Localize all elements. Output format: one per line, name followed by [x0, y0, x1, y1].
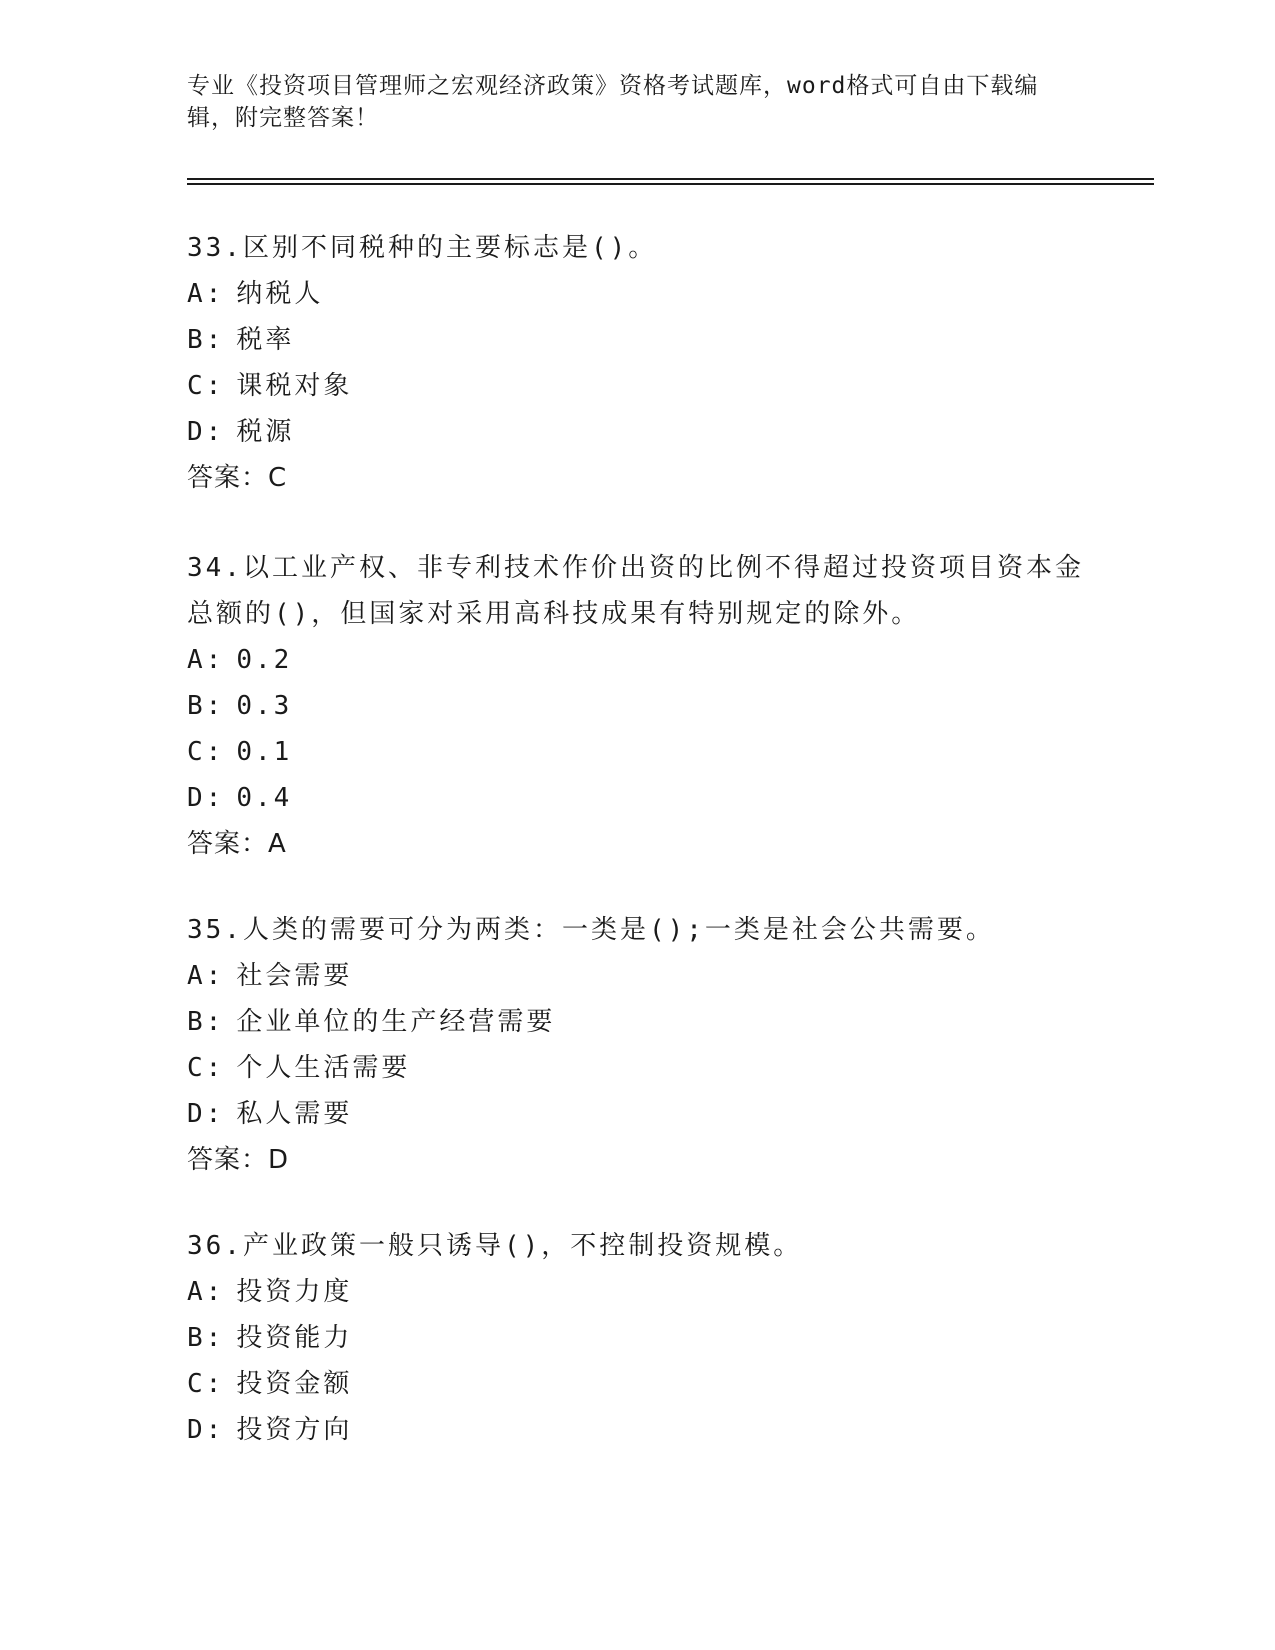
option-text: 企业单位的生产经营需要 — [236, 1007, 556, 1037]
header-line-1: 专业《投资项目管理师之宏观经济政策》资格考试题库，word格式可自由下载编 — [187, 73, 1039, 99]
question-35 — [187, 907, 1087, 1183]
option-a — [187, 1269, 1087, 1315]
option-letter: A: — [187, 1277, 225, 1307]
option-text: 个人生活需要 — [236, 1053, 411, 1083]
option-text: 税率 — [236, 325, 295, 355]
option-text: 投资力度 — [236, 1277, 353, 1307]
header-divider-bottom — [187, 183, 1154, 185]
option-letter: B: — [187, 691, 225, 721]
option-letter: A: — [187, 645, 225, 675]
option-c — [187, 1045, 1087, 1091]
option-letter: B: — [187, 325, 225, 355]
option-d — [187, 409, 1087, 455]
option-letter: B: — [187, 1007, 225, 1037]
question-stem: 33.区别不同税种的主要标志是()。 — [187, 233, 658, 263]
question-stem: 35.人类的需要可分为两类：一类是();一类是社会公共需要。 — [187, 915, 995, 945]
option-letter: C: — [187, 1369, 225, 1399]
option-letter: A: — [187, 279, 225, 309]
option-a — [187, 953, 1087, 999]
question-stem-line-2: 总额的()，但国家对采用高科技成果有特别规定的除外。 — [187, 599, 921, 629]
header-line-2: 辑，附完整答案！ — [187, 105, 379, 131]
header-divider-top — [187, 178, 1154, 180]
option-text: 0.1 — [236, 737, 293, 767]
option-text: 0.4 — [236, 783, 293, 813]
option-b — [187, 317, 1087, 363]
option-text: 投资方向 — [236, 1415, 353, 1445]
question-stem: 36.产业政策一般只诱导()，不控制投资规模。 — [187, 1231, 803, 1261]
document-header — [187, 70, 1087, 134]
option-c — [187, 1361, 1087, 1407]
option-d — [187, 775, 1087, 821]
question-36 — [187, 1223, 1087, 1453]
option-letter: D: — [187, 1415, 225, 1445]
question-stem-line-1: 34.以工业产权、非专利技术作价出资的比例不得超过投资项目资本金 — [187, 553, 1084, 583]
option-b — [187, 999, 1087, 1045]
question-34 — [187, 545, 1087, 867]
option-d — [187, 1407, 1087, 1453]
option-text: 社会需要 — [236, 961, 353, 991]
option-letter: D: — [187, 1099, 225, 1129]
option-letter: C: — [187, 737, 225, 767]
option-text: 0.2 — [236, 645, 293, 675]
option-a — [187, 271, 1087, 317]
option-letter: C: — [187, 371, 225, 401]
answer-line: 答案：D — [187, 1145, 290, 1175]
option-letter: A: — [187, 961, 225, 991]
option-c — [187, 363, 1087, 409]
option-text: 课税对象 — [236, 371, 353, 401]
option-text: 税源 — [236, 417, 295, 447]
option-letter: D: — [187, 417, 225, 447]
option-letter: B: — [187, 1323, 225, 1353]
option-text: 纳税人 — [236, 279, 324, 309]
option-b — [187, 683, 1087, 729]
option-text: 私人需要 — [236, 1099, 353, 1129]
option-letter: C: — [187, 1053, 225, 1083]
option-letter: D: — [187, 783, 225, 813]
option-text: 投资能力 — [236, 1323, 353, 1353]
option-text: 0.3 — [236, 691, 293, 721]
option-a — [187, 637, 1087, 683]
answer-line: 答案：A — [187, 829, 287, 859]
option-b — [187, 1315, 1087, 1361]
option-text: 投资金额 — [236, 1369, 353, 1399]
option-c — [187, 729, 1087, 775]
answer-line: 答案：C — [187, 463, 288, 493]
question-33 — [187, 225, 1087, 501]
option-d — [187, 1091, 1087, 1137]
